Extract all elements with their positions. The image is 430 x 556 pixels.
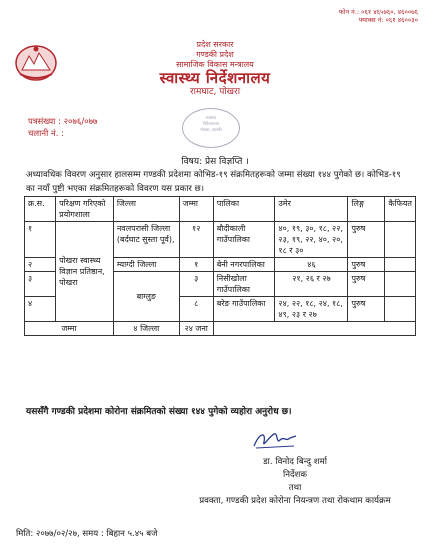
total-label: जम्मा: [25, 322, 114, 336]
contact-info: [339, 8, 418, 24]
cell-remarks: [385, 258, 416, 272]
cell-gender: पुरुष: [348, 297, 385, 322]
cell-sn: १: [25, 222, 56, 258]
header-directorate: स्वास्थ्य निर्देशनालय: [159, 69, 271, 87]
cell-palika: बरेङ गाउँपालिका: [213, 297, 275, 322]
cell-gender: पुरुष: [348, 272, 385, 297]
signatory-name: डा. विनोद बिन्दु शर्मा: [263, 457, 327, 467]
cell-district: म्याग्दी जिल्ला: [113, 258, 179, 272]
cell-count: ८: [179, 297, 213, 322]
col-age: उमेर: [275, 197, 348, 222]
cell-palika: बेनी नगरपालिका: [213, 258, 275, 272]
letter-number: पत्रसंख्या : २०७६/०७७: [28, 117, 98, 127]
cell-count: ३: [179, 272, 213, 297]
dispatch-number: चलानी नं. :: [28, 129, 64, 139]
total-empty: [213, 322, 415, 336]
cell-palika: बौदीकाली गाउँपालिका: [213, 222, 275, 258]
signature-icon: [250, 428, 300, 452]
table-header-row: [25, 197, 416, 222]
cell-remarks: [385, 272, 416, 297]
cell-remarks: [385, 222, 416, 258]
header-province: गण्डकी प्रदेश: [196, 50, 234, 59]
subject-line: विषय: प्रेस विज्ञप्ति ।: [181, 157, 249, 167]
letterhead: [0, 40, 430, 98]
cell-ages: ४०, १९, ३०, १८, २२, २३, १९, २२, ४०, २०, १८ र ३०: [275, 222, 348, 258]
cell-sn: २: [25, 258, 56, 272]
phone-number: फोन नं.: ०६१ ४६५७६०, ४६००७६: [338, 8, 418, 16]
fax-number: फ्याक्स नं: ०६१ ४६००३०: [358, 16, 418, 24]
cell-sn: ४: [25, 297, 56, 322]
reference-numbers: [28, 116, 97, 140]
signatory-role: प्रवक्ता, गण्डकी प्रदेश कोरोना नियन्त्रण तथा रोकथाम कार्यक्रम: [199, 496, 391, 506]
cell-ages: २४, २२, १८, २४, १८, ४९, २३ र २७: [275, 297, 348, 322]
cell-gender: पुरुष: [348, 222, 385, 258]
header-government: प्रदेश सरकार: [196, 40, 234, 49]
col-count: जम्मा: [179, 197, 213, 222]
signatory-block: [160, 456, 430, 508]
intro-paragraph: अध्यावधिक विवरण अनुसार हालसम्म गण्डकी प्रदेशमा कोभिड-१९ संक्रमितहरूको जम्मा संख्या १४४ पुगेको छ। कोभिड-१९ का नयाँ पुष्टी भएका संक्रमितहरूको विवरण यस प्रकार छ।: [26, 170, 401, 194]
header-address: रामघाट, पोखरा: [189, 87, 241, 97]
cell-ages: २१, २६ र २७: [275, 272, 348, 297]
cell-lab: पोखरा स्वास्थ्य विज्ञान प्रतिष्ठान, पोखरा: [56, 222, 114, 322]
office-stamp: [182, 108, 240, 148]
cell-district: नवलपरासी जिल्ला (बर्दघाट सुस्ता पूर्व),: [113, 222, 179, 258]
cell-district: बाग्लुङ: [113, 272, 179, 322]
cell-count: १२: [179, 222, 213, 258]
total-districts: ४ जिल्ला: [113, 322, 179, 336]
cell-gender: पुरुष: [348, 258, 385, 272]
table-total-row: [25, 322, 416, 336]
stamp-text-2: निर्देशनालय: [202, 121, 220, 126]
cell-sn: ३: [25, 272, 56, 297]
closing-statement: यससँगै गण्डकी प्रदेशमा कोरोना संक्रमितको संख्या १४४ पुगेको व्यहोरा अनुरोध छ।: [26, 407, 292, 417]
stamp-text-3: पोखरा, कास्की: [200, 127, 222, 132]
col-sn: क्र.स.: [25, 197, 56, 222]
signatory-title: निर्देशक: [282, 470, 307, 480]
table-row: [25, 222, 416, 258]
total-count: २४ जना: [179, 322, 213, 336]
col-palika: पालिका: [213, 197, 275, 222]
col-lab: परिक्षण गरिएको प्रयोगशाला: [56, 197, 114, 222]
col-district: जिल्ला: [113, 197, 179, 222]
signatory-and: तथा: [288, 483, 302, 493]
col-gender: लिङ्ग: [348, 197, 385, 222]
header-ministry: सामाजिक विकास मन्त्रालय: [176, 60, 254, 69]
cell-count: १: [179, 258, 213, 272]
cell-palika: निसीखोला गाउँपालिका: [213, 272, 275, 297]
col-remarks: कैफियत: [385, 197, 416, 222]
stamp-text-1: स्वास्थ्य: [205, 115, 217, 120]
cases-table: [24, 196, 416, 336]
cell-ages: ४६: [275, 258, 348, 272]
date-time: मिति: २०७७/०२/२७, समय : बिहान ५.४५ बजे: [16, 529, 158, 539]
cell-remarks: [385, 297, 416, 322]
